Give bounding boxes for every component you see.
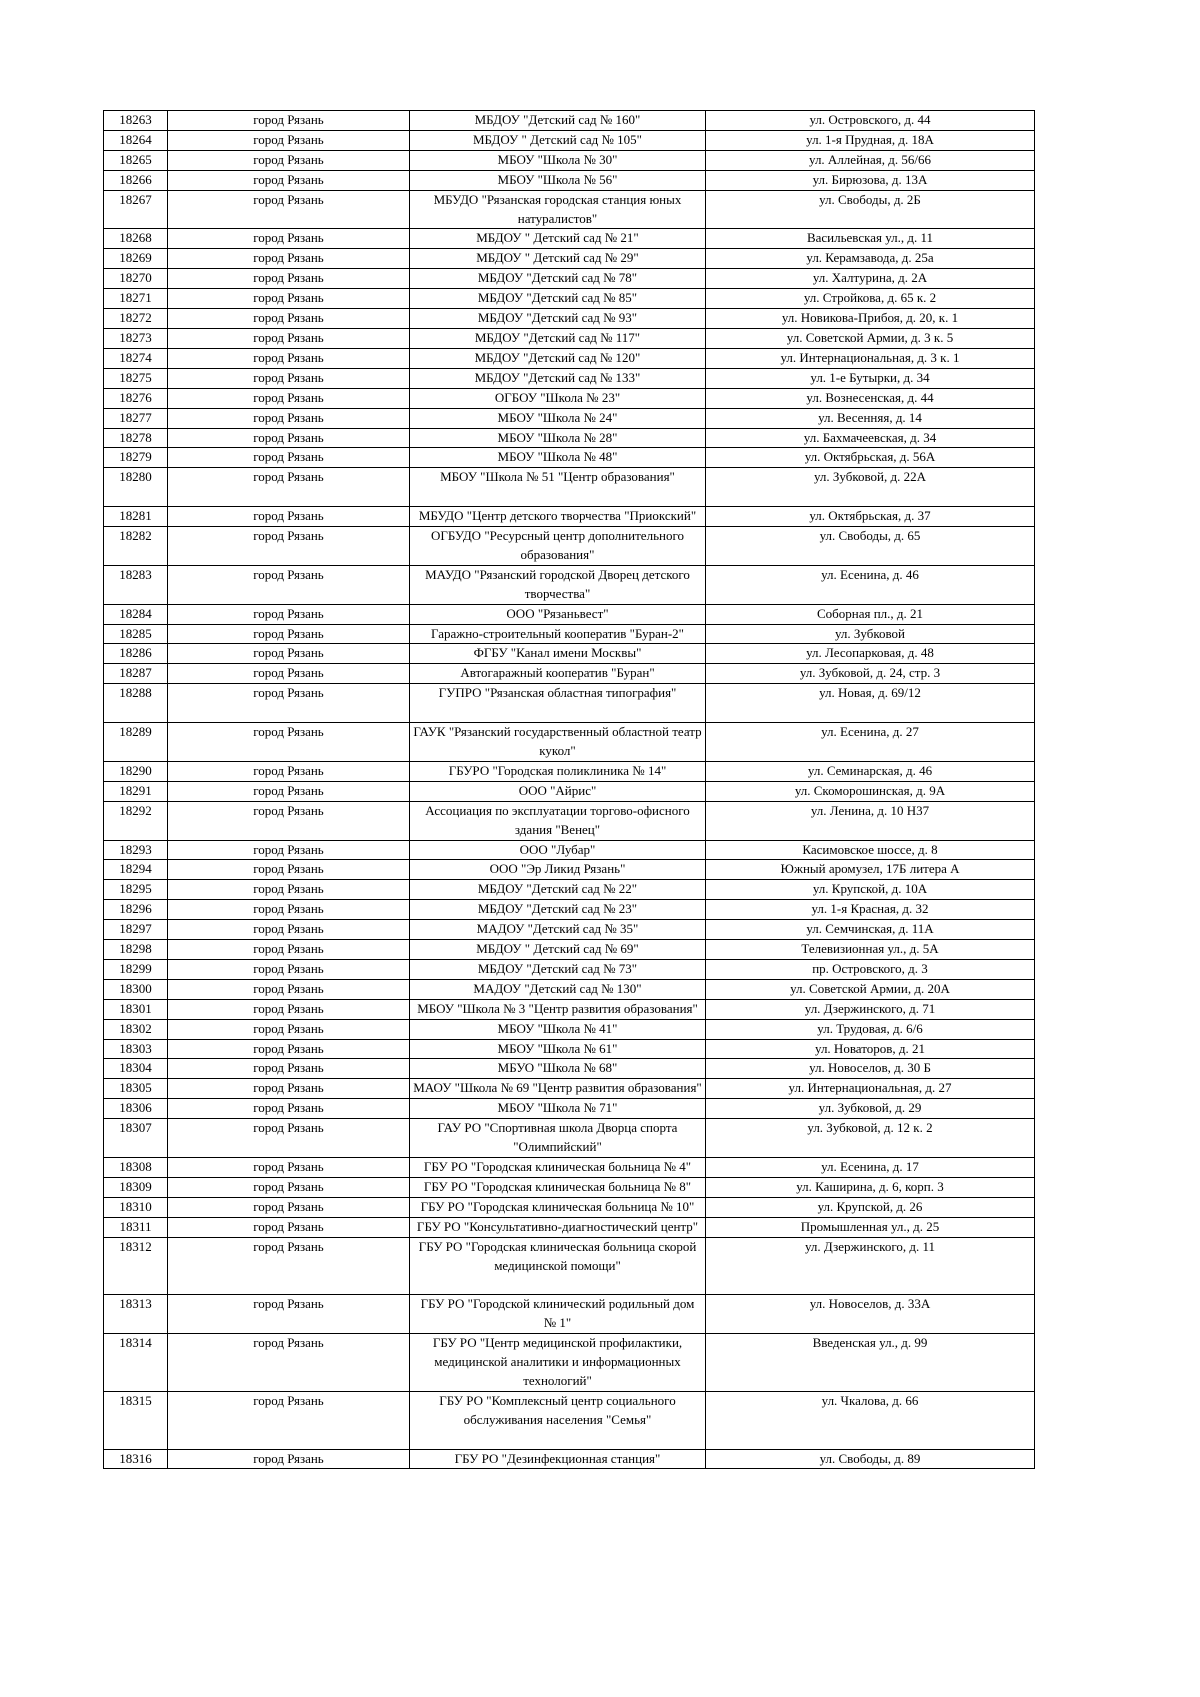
address-cell: ул. Крупской, д. 26 [706,1197,1035,1217]
row-number-cell: 18278 [104,428,168,448]
address-cell: ул. Лесопарковая, д. 48 [706,644,1035,664]
organization-cell: МБОУ "Школа № 48" [410,448,706,468]
address-cell: ул. Зубковой, д. 22А [706,468,1035,507]
row-number-cell: 18308 [104,1158,168,1178]
row-number-cell: 18276 [104,388,168,408]
city-cell: город Рязань [168,1295,410,1334]
row-number-cell: 18279 [104,448,168,468]
city-cell: город Рязань [168,507,410,527]
organization-cell: МБДОУ " Детский сад № 21" [410,229,706,249]
row-number-cell: 18284 [104,604,168,624]
organization-cell: МБОУ "Школа № 56" [410,170,706,190]
row-number-cell: 18302 [104,1019,168,1039]
address-cell: ул. Аллейная, д. 56/66 [706,150,1035,170]
address-cell: ул. Зубковой, д. 24, стр. 3 [706,664,1035,684]
address-cell: ул. Советской Армии, д. 3 к. 5 [706,328,1035,348]
table-row [104,1119,1035,1158]
address-cell: ул. 1-е Бутырки, д. 34 [706,368,1035,388]
city-cell: город Рязань [168,1449,410,1469]
organization-cell: МБОУ "Школа № 41" [410,1019,706,1039]
row-number-cell: 18294 [104,860,168,880]
row-number-cell: 18316 [104,1449,168,1469]
organization-cell: ГБУ РО "Комплексный центр социального обслуживания населения "Семья" [410,1391,706,1449]
table-row [104,1079,1035,1099]
city-cell: город Рязань [168,1059,410,1079]
address-cell: ул. Новоселов, д. 30 Б [706,1059,1035,1079]
organization-cell: МБДОУ "Детский сад № 78" [410,269,706,289]
city-cell: город Рязань [168,1391,410,1449]
table-row [104,249,1035,269]
city-cell: город Рязань [168,761,410,781]
address-cell: ул. Дзержинского, д. 11 [706,1237,1035,1295]
city-cell: город Рязань [168,1237,410,1295]
records-table [103,110,1035,1469]
city-cell: город Рязань [168,408,410,428]
organization-cell: ГБУ РО "Городская клиническая больница скорой медицинской помощи" [410,1237,706,1295]
city-cell: город Рязань [168,1334,410,1392]
row-number-cell: 18268 [104,229,168,249]
address-cell: ул. Скоморошинская, д. 9А [706,781,1035,801]
organization-cell: ООО "Эр Ликид Рязань" [410,860,706,880]
row-number-cell: 18275 [104,368,168,388]
organization-cell: МБОУ "Школа № 61" [410,1039,706,1059]
table-row [104,1099,1035,1119]
records-table-body [104,111,1035,1469]
address-cell: ул. 1-я Красная, д. 32 [706,900,1035,920]
table-row [104,309,1035,329]
organization-cell: МБОУ "Школа № 3 "Центр развития образования" [410,999,706,1019]
city-cell: город Рязань [168,111,410,131]
city-cell: город Рязань [168,328,410,348]
city-cell: город Рязань [168,190,410,229]
city-cell: город Рязань [168,289,410,309]
organization-cell: ООО "Рязаньвест" [410,604,706,624]
organization-cell: ОГБУДО "Ресурсный центр дополнительного образования" [410,527,706,566]
row-number-cell: 18288 [104,684,168,723]
organization-cell: МБДОУ "Детский сад № 133" [410,368,706,388]
address-cell: Южный аромузел, 17Б литера А [706,860,1035,880]
address-cell: ул. Октябрьская, д. 56А [706,448,1035,468]
organization-cell: МАУДО "Рязанский городской Дворец детского творчества" [410,565,706,604]
table-row [104,1177,1035,1197]
organization-cell: МБДОУ " Детский сад № 105" [410,130,706,150]
row-number-cell: 18313 [104,1295,168,1334]
city-cell: город Рязань [168,249,410,269]
row-number-cell: 18273 [104,328,168,348]
organization-cell: МБОУ "Школа № 51 "Центр образования" [410,468,706,507]
row-number-cell: 18310 [104,1197,168,1217]
table-row [104,1449,1035,1469]
organization-cell: МБУО "Школа № 68" [410,1059,706,1079]
row-number-cell: 18301 [104,999,168,1019]
row-number-cell: 18292 [104,801,168,840]
organization-cell: МБДОУ "Детский сад № 23" [410,900,706,920]
organization-cell: МБОУ "Школа № 28" [410,428,706,448]
row-number-cell: 18300 [104,979,168,999]
row-number-cell: 18274 [104,348,168,368]
table-row [104,388,1035,408]
table-row [104,1217,1035,1237]
row-number-cell: 18293 [104,840,168,860]
organization-cell: Гаражно-строительный кооператив "Буран-2" [410,624,706,644]
city-cell: город Рязань [168,1079,410,1099]
row-number-cell: 18296 [104,900,168,920]
row-number-cell: 18304 [104,1059,168,1079]
address-cell: ул. Свободы, д. 65 [706,527,1035,566]
organization-cell: МБДОУ "Детский сад № 160" [410,111,706,131]
city-cell: город Рязань [168,959,410,979]
city-cell: город Рязань [168,448,410,468]
address-cell: ул. Зубковой, д. 29 [706,1099,1035,1119]
table-row [104,1197,1035,1217]
row-number-cell: 18285 [104,624,168,644]
row-number-cell: 18282 [104,527,168,566]
row-number-cell: 18283 [104,565,168,604]
address-cell: ул. Стройкова, д. 65 к. 2 [706,289,1035,309]
row-number-cell: 18309 [104,1177,168,1197]
city-cell: город Рязань [168,900,410,920]
address-cell: ул. Советской Армии, д. 20А [706,979,1035,999]
table-row [104,565,1035,604]
address-cell: ул. Семчинская, д. 11А [706,920,1035,940]
row-number-cell: 18267 [104,190,168,229]
address-cell: Васильевская ул., д. 11 [706,229,1035,249]
organization-cell: МБДОУ "Детский сад № 22" [410,880,706,900]
address-cell: пр. Островского, д. 3 [706,959,1035,979]
address-cell: Телевизионная ул., д. 5А [706,940,1035,960]
row-number-cell: 18297 [104,920,168,940]
row-number-cell: 18270 [104,269,168,289]
row-number-cell: 18264 [104,130,168,150]
city-cell: город Рязань [168,1119,410,1158]
table-row [104,408,1035,428]
row-number-cell: 18299 [104,959,168,979]
table-row [104,507,1035,527]
table-row [104,1391,1035,1449]
row-number-cell: 18272 [104,309,168,329]
city-cell: город Рязань [168,1019,410,1039]
organization-cell: МАДОУ "Детский сад № 35" [410,920,706,940]
table-row [104,170,1035,190]
table-row [104,150,1035,170]
city-cell: город Рязань [168,368,410,388]
table-row [104,761,1035,781]
address-cell: ул. Весенняя, д. 14 [706,408,1035,428]
table-row [104,328,1035,348]
row-number-cell: 18277 [104,408,168,428]
row-number-cell: 18280 [104,468,168,507]
address-cell: ул. Новоселов, д. 33А [706,1295,1035,1334]
address-cell: ул. Интернациональная, д. 3 к. 1 [706,348,1035,368]
row-number-cell: 18311 [104,1217,168,1237]
organization-cell: МБУДО "Рязанская городская станция юных натуралистов" [410,190,706,229]
organization-cell: ГБУ РО "Городская клиническая больница № 4" [410,1158,706,1178]
address-cell: ул. Зубковой, д. 12 к. 2 [706,1119,1035,1158]
table-row [104,190,1035,229]
address-cell: ул. Новая, д. 69/12 [706,684,1035,723]
organization-cell: ГБУ РО "Консультативно-диагностический центр" [410,1217,706,1237]
address-cell: ул. Каширина, д. 6, корп. 3 [706,1177,1035,1197]
table-row [104,1158,1035,1178]
address-cell: ул. Есенина, д. 27 [706,723,1035,762]
city-cell: город Рязань [168,920,410,940]
table-row [104,368,1035,388]
city-cell: город Рязань [168,664,410,684]
city-cell: город Рязань [168,684,410,723]
address-cell: ул. Бирюзова, д. 13А [706,170,1035,190]
organization-cell: ГАУК "Рязанский государственный областной театр кукол" [410,723,706,762]
organization-cell: МБДОУ "Детский сад № 73" [410,959,706,979]
city-cell: город Рязань [168,229,410,249]
organization-cell: ООО "Лубар" [410,840,706,860]
address-cell: ул. Островского, д. 44 [706,111,1035,131]
city-cell: город Рязань [168,1099,410,1119]
organization-cell: ГУПРО "Рязанская областная типография" [410,684,706,723]
address-cell: ул. Есенина, д. 17 [706,1158,1035,1178]
row-number-cell: 18290 [104,761,168,781]
table-row [104,979,1035,999]
organization-cell: МБДОУ "Детский сад № 85" [410,289,706,309]
table-row [104,940,1035,960]
row-number-cell: 18298 [104,940,168,960]
table-row [104,1019,1035,1039]
organization-cell: МБДОУ "Детский сад № 117" [410,328,706,348]
row-number-cell: 18281 [104,507,168,527]
table-row [104,723,1035,762]
table-row [104,269,1035,289]
table-row [104,920,1035,940]
row-number-cell: 18286 [104,644,168,664]
table-row [104,959,1035,979]
table-row [104,527,1035,566]
address-cell: ул. Бахмачеевская, д. 34 [706,428,1035,448]
table-row [104,900,1035,920]
table-row [104,130,1035,150]
table-row [104,1237,1035,1295]
address-cell: ул. Керамзавода, д. 25а [706,249,1035,269]
city-cell: город Рязань [168,1197,410,1217]
organization-cell: ГБУРО "Городская поликлиника № 14" [410,761,706,781]
city-cell: город Рязань [168,940,410,960]
address-cell: Введенская ул., д. 99 [706,1334,1035,1392]
row-number-cell: 18315 [104,1391,168,1449]
table-row [104,999,1035,1019]
city-cell: город Рязань [168,565,410,604]
organization-cell: МБДОУ "Детский сад № 120" [410,348,706,368]
address-cell: ул. Зубковой [706,624,1035,644]
organization-cell: МБОУ "Школа № 30" [410,150,706,170]
organization-cell: МБУДО "Центр детского творчества "Приокский" [410,507,706,527]
city-cell: город Рязань [168,979,410,999]
organization-cell: ГБУ РО "Городская клиническая больница № 10" [410,1197,706,1217]
organization-cell: ГБУ РО "Дезинфекционная станция" [410,1449,706,1469]
address-cell: ул. Октябрьская, д. 37 [706,507,1035,527]
city-cell: город Рязань [168,150,410,170]
address-cell: Соборная пл., д. 21 [706,604,1035,624]
table-row [104,348,1035,368]
address-cell: ул. Есенина, д. 46 [706,565,1035,604]
table-row [104,468,1035,507]
city-cell: город Рязань [168,1177,410,1197]
table-row [104,624,1035,644]
organization-cell: ГБУ РО "Городская клиническая больница № 8" [410,1177,706,1197]
city-cell: город Рязань [168,468,410,507]
city-cell: город Рязань [168,1217,410,1237]
table-row [104,111,1035,131]
organization-cell: ГБУ РО "Городской клинический родильный дом № 1" [410,1295,706,1334]
organization-cell: МБОУ "Школа № 24" [410,408,706,428]
table-row [104,664,1035,684]
city-cell: город Рязань [168,880,410,900]
organization-cell: МБДОУ " Детский сад № 29" [410,249,706,269]
city-cell: город Рязань [168,860,410,880]
organization-cell: ООО "Айрис" [410,781,706,801]
address-cell: ул. Дзержинского, д. 71 [706,999,1035,1019]
row-number-cell: 18306 [104,1099,168,1119]
city-cell: город Рязань [168,801,410,840]
row-number-cell: 18269 [104,249,168,269]
address-cell: ул. Чкалова, д. 66 [706,1391,1035,1449]
city-cell: город Рязань [168,1158,410,1178]
row-number-cell: 18265 [104,150,168,170]
table-row [104,289,1035,309]
address-cell: ул. Интернациональная, д. 27 [706,1079,1035,1099]
row-number-cell: 18314 [104,1334,168,1392]
row-number-cell: 18266 [104,170,168,190]
city-cell: город Рязань [168,1039,410,1059]
row-number-cell: 18312 [104,1237,168,1295]
address-cell: ул. Свободы, д. 2Б [706,190,1035,229]
organization-cell: Ассоциация по эксплуатации торгово-офисного здания "Венец" [410,801,706,840]
organization-cell: МБОУ "Школа № 71" [410,1099,706,1119]
organization-cell: Автогаражный кооператив "Буран" [410,664,706,684]
address-cell: ул. Ленина, д. 10 Н37 [706,801,1035,840]
address-cell: ул. Свободы, д. 89 [706,1449,1035,1469]
address-cell: ул. Новаторов, д. 21 [706,1039,1035,1059]
city-cell: город Рязань [168,428,410,448]
row-number-cell: 18295 [104,880,168,900]
table-row [104,880,1035,900]
city-cell: город Рязань [168,723,410,762]
city-cell: город Рязань [168,644,410,664]
city-cell: город Рязань [168,170,410,190]
address-cell: Касимовское шоссе, д. 8 [706,840,1035,860]
city-cell: город Рязань [168,269,410,289]
organization-cell: МАДОУ "Детский сад № 130" [410,979,706,999]
address-cell: ул. Семинарская, д. 46 [706,761,1035,781]
organization-cell: ГБУ РО "Центр медицинской профилактики, медицинской аналитики и информационных технологий" [410,1334,706,1392]
row-number-cell: 18289 [104,723,168,762]
organization-cell: МБДОУ "Детский сад № 93" [410,309,706,329]
organization-cell: МАОУ "Школа № 69 "Центр развития образования" [410,1079,706,1099]
city-cell: город Рязань [168,624,410,644]
row-number-cell: 18271 [104,289,168,309]
organization-cell: ОГБОУ "Школа № 23" [410,388,706,408]
organization-cell: МБДОУ " Детский сад № 69" [410,940,706,960]
city-cell: город Рязань [168,604,410,624]
table-row [104,1039,1035,1059]
table-row [104,448,1035,468]
table-row [104,1295,1035,1334]
address-cell: ул. 1-я Прудная, д. 18А [706,130,1035,150]
table-row [104,229,1035,249]
city-cell: город Рязань [168,388,410,408]
table-row [104,781,1035,801]
row-number-cell: 18287 [104,664,168,684]
address-cell: ул. Новикова-Прибоя, д. 20, к. 1 [706,309,1035,329]
table-row [104,801,1035,840]
row-number-cell: 18303 [104,1039,168,1059]
table-row [104,604,1035,624]
row-number-cell: 18263 [104,111,168,131]
city-cell: город Рязань [168,348,410,368]
city-cell: город Рязань [168,309,410,329]
organization-cell: ФГБУ "Канал имени Москвы" [410,644,706,664]
row-number-cell: 18291 [104,781,168,801]
city-cell: город Рязань [168,840,410,860]
address-cell: ул. Вознесенская, д. 44 [706,388,1035,408]
organization-cell: ГАУ РО "Спортивная школа Дворца спорта "Олимпийский" [410,1119,706,1158]
table-row [104,644,1035,664]
row-number-cell: 18305 [104,1079,168,1099]
address-cell: ул. Крупской, д. 10А [706,880,1035,900]
address-cell: Промышленная ул., д. 25 [706,1217,1035,1237]
table-row [104,1334,1035,1392]
table-row [104,1059,1035,1079]
city-cell: город Рязань [168,781,410,801]
city-cell: город Рязань [168,999,410,1019]
address-cell: ул. Халтурина, д. 2А [706,269,1035,289]
table-row [104,428,1035,448]
table-row [104,860,1035,880]
table-row [104,840,1035,860]
city-cell: город Рязань [168,130,410,150]
table-row [104,684,1035,723]
row-number-cell: 18307 [104,1119,168,1158]
city-cell: город Рязань [168,527,410,566]
address-cell: ул. Трудовая, д. 6/6 [706,1019,1035,1039]
